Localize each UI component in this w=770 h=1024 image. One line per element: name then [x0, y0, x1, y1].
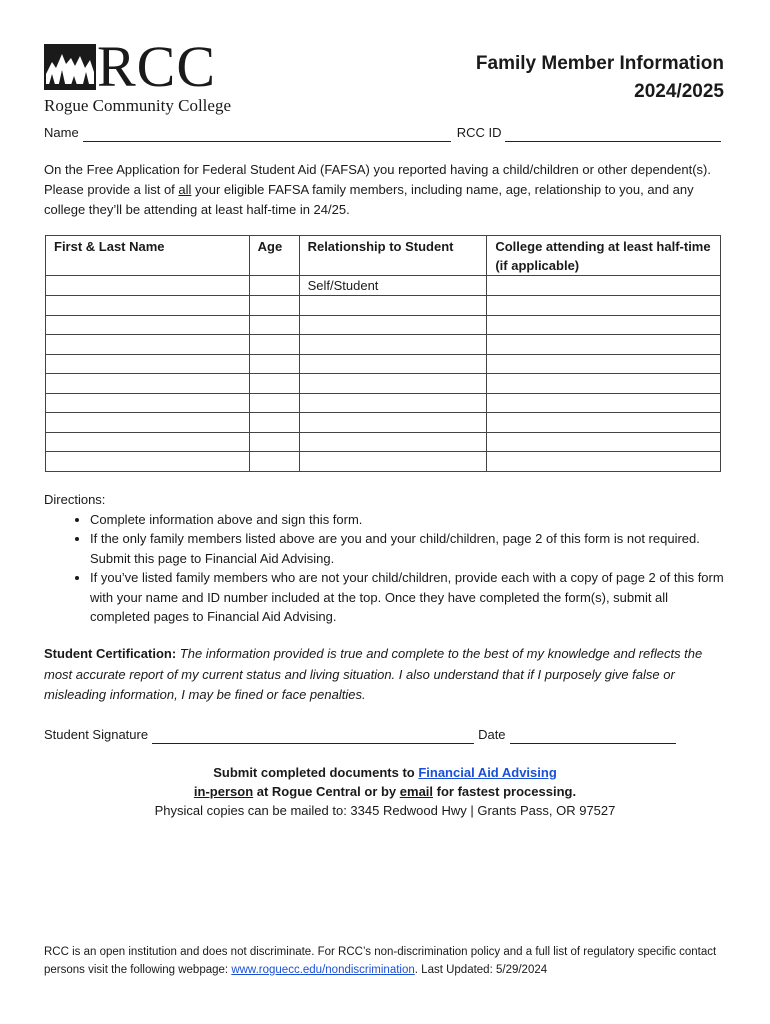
cell-name[interactable] [46, 413, 250, 433]
cell-relationship[interactable] [299, 413, 487, 433]
cell-relationship[interactable] [299, 335, 487, 355]
directions-list [44, 510, 726, 627]
table-row [46, 354, 721, 374]
mailing-address: Physical copies can be mailed to: 3345 Redwood Hwy | Grants Pass, OR 97527 [154, 803, 616, 818]
cell-college[interactable] [487, 413, 721, 433]
signature-field[interactable] [152, 729, 474, 744]
table-header-row [46, 236, 721, 276]
cell-relationship[interactable] [299, 315, 487, 335]
cell-college[interactable] [487, 315, 721, 335]
submit-line-1 [44, 763, 726, 782]
cell-relationship[interactable] [299, 374, 487, 394]
cell-age[interactable] [249, 393, 299, 413]
cell-name[interactable] [46, 374, 250, 394]
header-name: First & Last Name [46, 236, 250, 276]
title-line-2: 2024/2025 [634, 81, 724, 102]
certification-text: The information provided is true and complete to the best of my knowledge and reflects the most accurate report of my current status and living situation. I also understand that if I purposely give false or misleading information, I may be fined or face penalties. [44, 646, 703, 702]
footer-notice [44, 943, 726, 979]
tree-landscape-icon [44, 44, 100, 96]
cell-name[interactable] [46, 296, 250, 316]
cell-college[interactable] [487, 374, 721, 394]
student-certification [44, 644, 726, 706]
intro-underlined: all [178, 182, 192, 197]
cell-relationship: Self/Student [299, 276, 487, 296]
cell-age[interactable] [249, 335, 299, 355]
financial-aid-advising-link[interactable]: Financial Aid Advising [418, 765, 557, 780]
cell-age[interactable] [249, 296, 299, 316]
signature-label: Student Signature [44, 727, 149, 742]
submit-prefix: Submit completed documents to [213, 765, 419, 780]
cell-relationship[interactable] [299, 354, 487, 374]
cell-name[interactable] [46, 393, 250, 413]
cell-age[interactable] [249, 374, 299, 394]
name-label: Name [44, 125, 79, 140]
cell-age[interactable] [249, 315, 299, 335]
cell-college[interactable] [487, 354, 721, 374]
title-line-1: Family Member Information [475, 53, 724, 74]
intro-text-1: On the Free Application for Federal Student Aid (FAFSA) you reported having a child/children or other dependent(s). Please provide a list of [44, 162, 711, 197]
cell-name[interactable] [46, 276, 250, 296]
cell-age[interactable] [249, 276, 299, 296]
signature-row [44, 726, 726, 744]
cell-age[interactable] [249, 452, 299, 472]
table-row [46, 296, 721, 316]
date-label: Date [478, 727, 506, 742]
cell-college[interactable] [487, 432, 721, 452]
cell-college[interactable] [487, 335, 721, 355]
cell-relationship[interactable] [299, 393, 487, 413]
submit-instructions [44, 763, 726, 820]
page-title [476, 50, 724, 106]
table-row [46, 315, 721, 335]
email-link[interactable]: email [399, 784, 434, 799]
table-row [46, 393, 721, 413]
logo-abbrev: RCC [97, 34, 217, 99]
header-age: Age [249, 236, 299, 276]
directions-section [44, 490, 726, 627]
submit-line-2 [44, 782, 726, 801]
cell-relationship[interactable] [299, 452, 487, 472]
intro-paragraph [44, 160, 726, 220]
footer-text: RCC is an open institution and does not discriminate. For RCC’s non-discrimination policy and a full list of regulatory specific contact persons visit the following webpage: [44, 946, 717, 976]
cell-name[interactable] [46, 315, 250, 335]
cell-relationship[interactable] [299, 432, 487, 452]
nondiscrimination-link[interactable]: www.roguecc.edu/nondiscrimination [231, 964, 415, 976]
header-college: College attending at least half-time (if applicable) [487, 236, 721, 276]
cell-name[interactable] [46, 335, 250, 355]
cell-age[interactable] [249, 413, 299, 433]
table-row [46, 413, 721, 433]
table-row [46, 432, 721, 452]
certification-label: Student Certification: [44, 646, 177, 661]
table-row [46, 335, 721, 355]
intro-text-2: your eligible FAFSA family members, including name, age, relationship to you, and any college they’ll be attending at least half-time in 24/25. [44, 182, 694, 217]
list-item: • If you’ve listed family members who are not your child/children, provide each with a copy of page 2 of this form with your name and ID number included at the top. Once they have completed the form(s), submit all completed pages to Financial Aid Advising. [90, 568, 726, 627]
directions-heading: Directions: [44, 492, 106, 507]
footer-updated: . Last Updated: 5/29/2024 [414, 964, 548, 976]
rcc-id-label: RCC ID [456, 125, 502, 140]
cell-name[interactable] [46, 452, 250, 472]
college-name: Rogue Community College [44, 96, 231, 115]
cell-college[interactable] [487, 296, 721, 316]
table-row [46, 374, 721, 394]
submit-mid: at Rogue Central or by [253, 784, 400, 799]
cell-college[interactable] [487, 276, 721, 296]
name-row [44, 124, 724, 142]
list-item: • If the only family members listed above are you and your child/children, page 2 of this form is not required. Submit this page to Financial Aid Advising. [90, 529, 726, 568]
cell-relationship[interactable] [299, 296, 487, 316]
date-field[interactable] [510, 729, 676, 744]
rcc-id-field[interactable] [505, 127, 721, 142]
family-members-table [45, 235, 721, 472]
table-row [46, 452, 721, 472]
in-person-link[interactable]: in-person [193, 784, 254, 799]
cell-name[interactable] [46, 432, 250, 452]
cell-name[interactable] [46, 354, 250, 374]
cell-age[interactable] [249, 354, 299, 374]
table-row [46, 276, 721, 296]
header-relationship: Relationship to Student [299, 236, 487, 276]
submit-suffix: for fastest processing. [433, 784, 577, 799]
cell-college[interactable] [487, 393, 721, 413]
name-field[interactable] [83, 127, 451, 142]
cell-age[interactable] [249, 432, 299, 452]
cell-college[interactable] [487, 452, 721, 472]
list-item: • Complete information above and sign this form. [90, 510, 726, 530]
